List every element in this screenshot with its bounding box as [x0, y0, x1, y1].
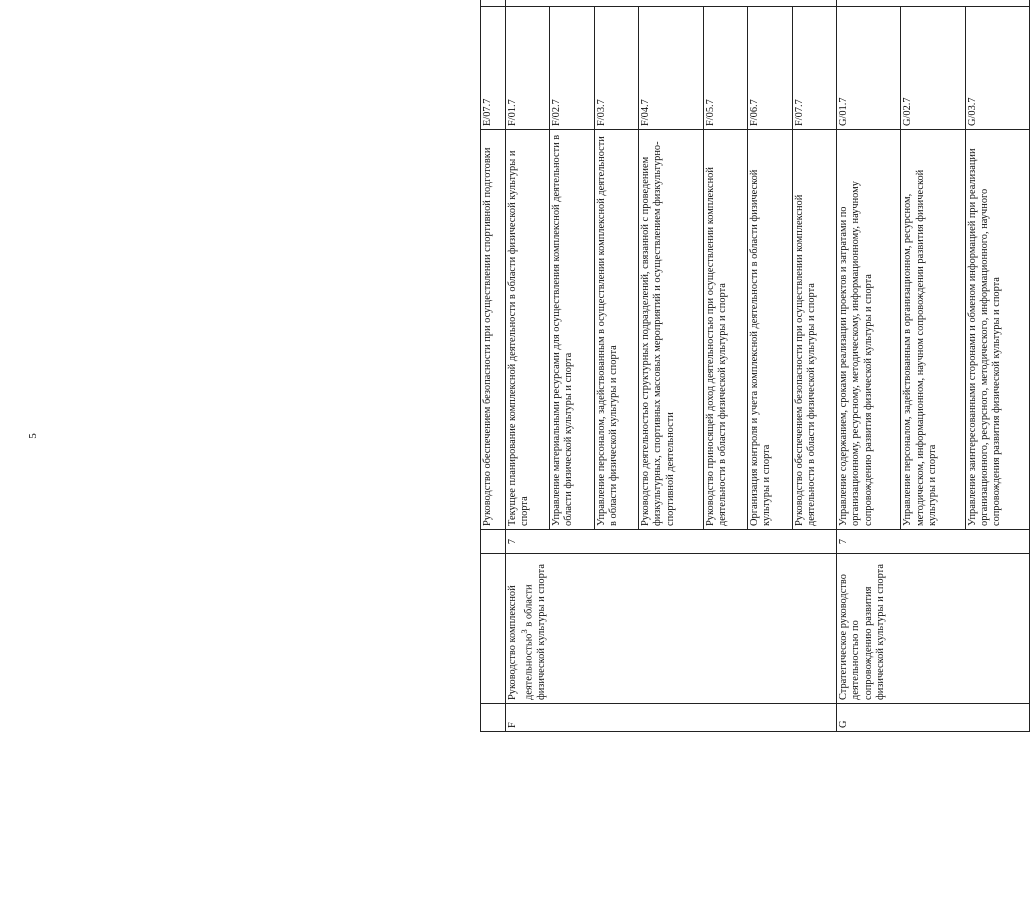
function-cell: Управление содержанием, сроками реализации проектов и затратами по организационному, ресурсному, методическому, информационному, научному сопровождению развития физической культуры и спорта: [837, 130, 901, 530]
letter-cell: G: [837, 704, 1030, 732]
function-cell: Управление материальными ресурсами для осуществления комплексной деятельности в области физической культуры и спорта: [550, 130, 595, 530]
code-cell: G/01.7: [837, 7, 901, 130]
title-cell: [481, 554, 506, 704]
code-cell: F/01.7: [505, 7, 550, 130]
code-cell: G/03.7: [965, 7, 1029, 130]
function-cell: Управление персоналом, задействованным в осуществлении комплексной деятельности в области физической культуры и спорта: [594, 130, 639, 530]
letter-cell: [481, 704, 506, 732]
title-cell: Стратегическое руководство деятельностью по сопровождению развития физической культуры и спорта: [837, 554, 1030, 704]
code-cell: F/02.7: [550, 7, 595, 130]
table-row: [837, 0, 901, 732]
function-cell: Организация контроля и учета комплексной деятельности в области физической культуры и спорта: [748, 130, 793, 530]
page-number: 5: [26, 433, 39, 439]
code-cell: F/06.7: [748, 7, 793, 130]
code-cell: F/05.7: [703, 7, 748, 130]
code-cell: G/02.7: [901, 7, 965, 130]
code-cell: F/03.7: [594, 7, 639, 130]
title-cell: Руководство комплексной деятельностью$^3$ в области физической культуры и спорта: [505, 554, 836, 704]
function-cell: Руководство обеспечением безопасности при осуществлении спортивной подготовки: [481, 130, 506, 530]
code-cell: F/04.7: [639, 7, 703, 130]
func-level-cell: [481, 0, 506, 7]
function-cell: Управление персоналом, задействованным в организационном, ресурсном, методическом, информационном, научном сопровождении развития физической культуры и спорта: [901, 130, 965, 530]
function-cell: Руководство приносящей доход деятельностью при осуществлении комплексной деятельности в области физической культуры и спорта: [703, 130, 748, 530]
level-cell: [481, 530, 506, 554]
level-cell: 7: [505, 530, 836, 554]
rotated-table-container: [480, 0, 1030, 732]
functions-table: [480, 0, 1030, 732]
table-row: [505, 0, 550, 732]
level-cell: 7: [837, 530, 1030, 554]
letter-cell: F: [505, 704, 836, 732]
function-cell: Руководство деятельностью структурных подразделений, связанной с проведением физкультурных, спортивных массовых мероприятий и осуществлением физкультурно-спортивной деятельности: [639, 130, 703, 530]
function-cell: Управление заинтересованными сторонами и обменом информацией при реализации организационного, ресурсного, методического, информационного, научного сопровождения развития физической культуры и спорта: [965, 130, 1029, 530]
code-cell: F/07.7: [792, 7, 837, 130]
function-cell: Руководство обеспечением безопасности при осуществлении комплексной деятельности в области физической культуры и спорта: [792, 130, 837, 530]
function-cell: Текущее планирование комплексной деятельности в области физической культуры и спорта: [505, 130, 550, 530]
table-row: [481, 0, 506, 732]
code-cell: E/07.7: [481, 7, 506, 130]
